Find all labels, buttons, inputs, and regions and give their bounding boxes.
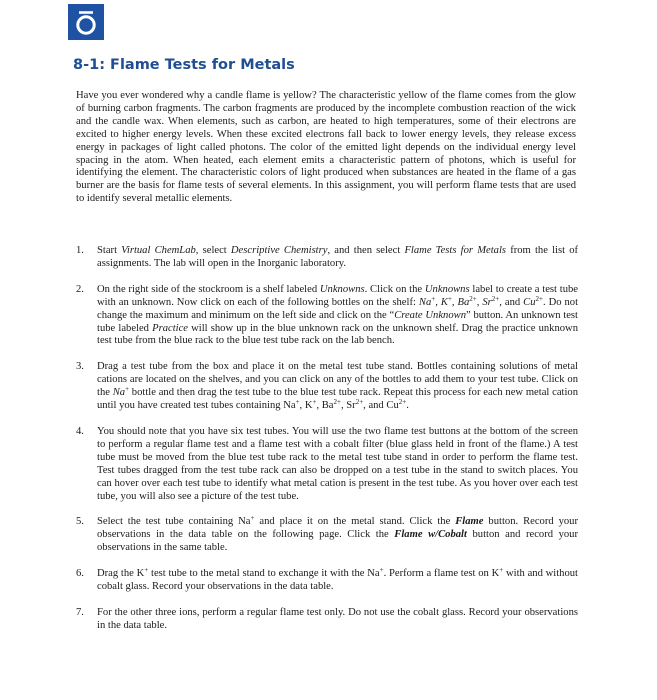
step-number: 5. [76, 516, 84, 528]
step-number: 7. [76, 606, 84, 618]
list-item: 3. Drag a test tube from the box and place it on the metal test tube stand. Bottles containing solutions of metal cations are located on the shelves, and you can click on any of the bottles to add them to your test tube. Click on the Na+ bottle and then drag the test tube to the blue test tube rack. Repeat this process for each new metal cation until you have created test tubes containing Na+, K+, $Ba^{2+}$, $Sr^{2+}$, and $Cu^{2+}$. [76, 361, 578, 412]
pearson-logo-icon [68, 4, 104, 40]
list-item: 4. You should note that you have six test tubes. You will use the two flame test buttons at the bottom of the screen to perform a regular flame test and a flame test with a cobalt filter (blue glass held in front of the flame.) A test tube must be moved from the blue test tube rack to the metal test tube stand in order to perform the flame test. Test tubes dragged from the test tube rack can also be dropped on a test tube in the stand to switch places. You can hover over each test tube to identify what metal cation is present in the test tube. As you hover over each test tube, you will also see a picture of the test tube. [76, 425, 578, 502]
list-item: 7. For the other three ions, perform a regular flame test only. Do not use the cobalt glass. Record your observations in the data table. [76, 606, 578, 631]
list-item: 6. Drag the K+ test tube to the metal stand to exchange it with the Na+. Perform a flame test on K+ with and without cobalt glass. Record your observations in the data table. [76, 566, 578, 593]
step-number: 2. [76, 283, 84, 295]
intro-lead: Have you ever wondered why a candle flame is yellow? The characteristic yellow of the flame comes from the glow of burning carbon fragments. [76, 90, 576, 114]
intro-rest: The carbon fragments are produced by the incomplete combustion reaction of the wick and the candle wax. When elements, such as carbon, are heated to high temperatures, some of their electrons are excited to higher energy levels. When these excited electrons fall back to lower energy levels, they release excess energy in packages of light called photons. The color of the emitted light depends on the individual energy level spacing in the atom. When heated, each element emits a characteristic pattern of photons, which is useful for identifying the element. The characteristic colors of light produced when substances are heated in the flame of a gas burner are the basis for flame tests of several elements. In this assignment, you will perform flame tests that are used to identify several metallic elements. [76, 102, 576, 205]
list-item: 5. Select the test tube containing Na+ and place it on the metal stand. Click the Flame button. Record your observations in the data table on the following page. Click the Flame w/Cobalt button and record your observations in the same table. [76, 514, 579, 554]
intro-paragraph [76, 90, 576, 206]
step-number: 4. [76, 425, 84, 437]
step-number: 3. [76, 361, 84, 373]
step-number: 6. [76, 568, 84, 580]
list-item: 1. Start Virtual ChemLab, select Descriptive Chemistry, and then select Flame Tests for Metals from the list of assignments. The lab will open in the Inorganic laboratory. [76, 245, 579, 269]
step-number: 1. [76, 245, 84, 256]
list-item: 2. On the right side of the stockroom is a shelf labeled Unknowns. Click on the Unknowns label to create a test tube with an unknown. Now click on each of the following bottles on the shelf: Na+, K+, $Ba^{2+}$, $Sr^{2+}$, and $Cu^{2+}$. Do not change the maximum and minimum on the left side and click on the “Create Unknown” button. An unknown test tube labeled Practice will show up in the blue unknown rack on the unknown shelf. Drag the practice unknown test tube from the blue rack to the blue test tube rack on the lab bench. [76, 283, 579, 347]
page-title: 8-1: Flame Tests for Metals [73, 57, 295, 73]
instruction-list [76, 245, 578, 633]
